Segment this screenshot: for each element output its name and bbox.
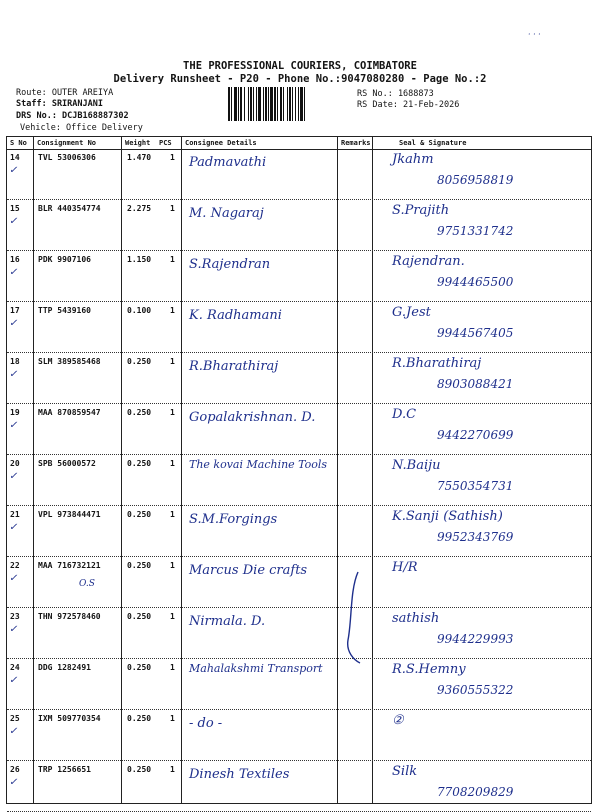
pcs-value: 1 <box>170 459 175 468</box>
consignment-number: DDG 1282491 <box>38 663 91 672</box>
weight-value: 0.250 <box>127 663 152 672</box>
signature: Rajendran. <box>392 254 465 269</box>
weight-value: 0.250 <box>127 459 152 468</box>
check-icon: ✓ <box>9 726 18 737</box>
signature-phone: 8903088421 <box>437 377 514 391</box>
pcs-value: 1 <box>170 714 175 723</box>
weight-value: 0.250 <box>127 357 152 366</box>
check-icon: ✓ <box>9 420 18 431</box>
runsheet-title: Delivery Runsheet - P20 - Phone No.:9047080280 - Page No.:2 <box>113 73 487 85</box>
consignment-number: SPB 56000572 <box>38 459 96 468</box>
consignee-name: The kovai Machine Tools <box>189 458 328 471</box>
check-icon: ✓ <box>9 573 18 584</box>
row-sno: 24 <box>10 663 20 672</box>
weight-value: 0.250 <box>127 714 152 723</box>
check-icon: ✓ <box>9 471 18 482</box>
signature-phone: 7550354731 <box>437 479 514 493</box>
pcs-value: 1 <box>170 153 175 162</box>
signature: sathish <box>392 611 440 626</box>
consignee-name: Nirmala. D. <box>189 614 266 629</box>
consignment-number: IXM 509770354 <box>38 714 101 723</box>
consignee-name: Padmavathi <box>189 155 267 170</box>
row-sno: 18 <box>10 357 20 366</box>
weight-value: 0.250 <box>127 561 152 570</box>
rs-number: RS No.: 1688873 <box>357 89 434 99</box>
table-row <box>7 149 591 200</box>
pcs-value: 1 <box>170 561 175 570</box>
signature-phone: 8056958819 <box>437 173 514 187</box>
signature: R.Bharathiraj <box>392 356 482 371</box>
pcs-value: 1 <box>170 306 175 315</box>
signature-phone: 9751331742 <box>437 224 514 238</box>
check-icon: ✓ <box>9 318 18 329</box>
signature-phone: 9442270699 <box>437 428 514 442</box>
barcode <box>228 87 352 121</box>
header-consignment: Consignment No <box>37 139 97 147</box>
table-row <box>7 302 591 353</box>
table-row <box>7 506 591 557</box>
header-remarks: Remarks <box>341 139 371 147</box>
header-consignee: Consignee Details <box>185 139 257 147</box>
corner-scribble: · · · <box>528 30 541 39</box>
signature: H/R <box>392 560 418 575</box>
signature-phone: 9944229993 <box>437 632 514 646</box>
consignment-number: TVL 53006306 <box>38 153 96 162</box>
signature-phone: 9944465500 <box>437 275 514 289</box>
weight-value: 1.470 <box>127 153 152 162</box>
weight-value: 0.250 <box>127 765 152 774</box>
company-title: THE PROFESSIONAL COURIERS, COIMBATORE <box>183 60 417 72</box>
consignment-number: MAA 716732121 <box>38 561 101 570</box>
check-icon: ✓ <box>9 777 18 788</box>
check-icon: ✓ <box>9 675 18 686</box>
table-row <box>7 455 591 506</box>
row-sno: 15 <box>10 204 20 213</box>
signature: R.S.Hemny <box>392 662 466 677</box>
consignee-name: Gopalakrishnan. D. <box>189 410 316 425</box>
consignment-number: THN 972578460 <box>38 612 101 621</box>
pcs-value: 1 <box>170 357 175 366</box>
consignment-number: BLR 440354774 <box>38 204 101 213</box>
table-row <box>7 608 591 659</box>
header-weight: Weight <box>125 139 151 147</box>
route-label: Route: OUTER AREIYA <box>16 88 114 98</box>
pcs-value: 1 <box>170 612 175 621</box>
consignee-name: S.M.Forgings <box>189 512 278 527</box>
row-sno: 20 <box>10 459 20 468</box>
signature-phone: 9944567405 <box>437 326 514 340</box>
check-icon: ✓ <box>9 267 18 278</box>
signature: Jkahm <box>392 152 434 167</box>
weight-value: 0.100 <box>127 306 152 315</box>
signature-phone: 7708209829 <box>437 785 514 799</box>
consignment-number: TTP 5439160 <box>38 306 91 315</box>
rs-date: RS Date: 21-Feb-2026 <box>357 100 460 110</box>
consignment-number: TRP 1256651 <box>38 765 91 774</box>
vehicle-label: Vehicle: Office Delivery <box>20 123 143 133</box>
pcs-value: 1 <box>170 408 175 417</box>
consignee-name: M. Nagaraj <box>189 206 264 221</box>
row-sno: 23 <box>10 612 20 621</box>
pcs-value: 1 <box>170 510 175 519</box>
consignee-name: Marcus Die crafts <box>189 563 308 578</box>
pcs-value: 1 <box>170 765 175 774</box>
drs-number: DRS No.: DCJB168887302 <box>16 111 129 121</box>
header-sno: S No <box>10 139 27 147</box>
check-icon: ✓ <box>9 165 18 176</box>
table-row <box>7 557 591 608</box>
row-sno: 16 <box>10 255 20 264</box>
signature: S.Prajith <box>392 203 450 218</box>
consignment-number: SLM 389585468 <box>38 357 101 366</box>
barcode-bar <box>305 87 307 121</box>
row-sno: 25 <box>10 714 20 723</box>
table-row <box>7 251 591 302</box>
header-pcs: PCS <box>159 139 172 147</box>
consignment-number: VPL 973844471 <box>38 510 101 519</box>
consignee-name: R.Bharathiraj <box>189 359 279 374</box>
row-sno: 26 <box>10 765 20 774</box>
signature-phone: 9952343769 <box>437 530 514 544</box>
weight-value: 0.250 <box>127 612 152 621</box>
signature: ② <box>392 713 404 728</box>
signature: N.Baiju <box>392 458 441 473</box>
pcs-value: 1 <box>170 255 175 264</box>
signature: K.Sanji (Sathish) <box>392 509 503 524</box>
table-row <box>7 200 591 251</box>
consignment-number: PDK 9907106 <box>38 255 91 264</box>
table-row <box>7 761 591 812</box>
row-sno: 19 <box>10 408 20 417</box>
remarks-bracket <box>340 570 370 665</box>
row-sno: 17 <box>10 306 20 315</box>
table-row <box>7 710 591 761</box>
pcs-value: 1 <box>170 204 175 213</box>
check-icon: ✓ <box>9 522 18 533</box>
header-seal: Seal & Signature <box>399 139 467 147</box>
check-icon: ✓ <box>9 369 18 380</box>
check-icon: ✓ <box>9 216 18 227</box>
staff-label: Staff: SRIRANJANI <box>16 99 103 109</box>
weight-value: 1.150 <box>127 255 152 264</box>
table-row <box>7 659 591 710</box>
weight-value: 0.250 <box>127 510 152 519</box>
remark-note: O.S <box>79 579 95 589</box>
table-row <box>7 404 591 455</box>
signature: G.Jest <box>392 305 431 320</box>
consignee-name: Dinesh Textiles <box>189 767 290 782</box>
consignment-number: MAA 870859547 <box>38 408 101 417</box>
consignee-name: - do - <box>189 716 223 731</box>
signature: D.C <box>392 407 417 422</box>
runsheet-table <box>6 136 592 804</box>
pcs-value: 1 <box>170 663 175 672</box>
weight-value: 0.250 <box>127 408 152 417</box>
row-sno: 14 <box>10 153 20 162</box>
table-row <box>7 353 591 404</box>
consignee-name: Mahalakshmi Transport <box>189 662 323 675</box>
row-sno: 22 <box>10 561 20 570</box>
weight-value: 2.275 <box>127 204 152 213</box>
check-icon: ✓ <box>9 624 18 635</box>
row-sno: 21 <box>10 510 20 519</box>
consignee-name: S.Rajendran <box>189 257 271 272</box>
signature-phone: 9360555322 <box>437 683 514 697</box>
signature: Silk <box>392 764 418 779</box>
consignee-name: K. Radhamani <box>189 308 282 323</box>
